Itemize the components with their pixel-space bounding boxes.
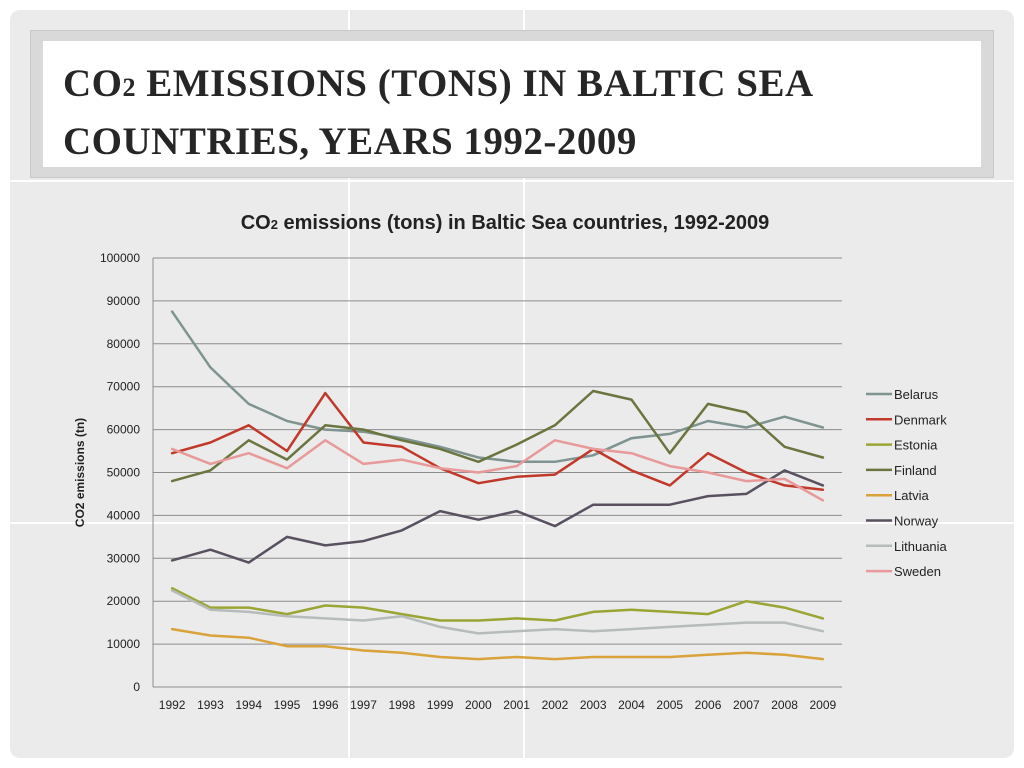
legend-label-norway: Norway — [894, 513, 939, 529]
legend-label-finland: Finland — [894, 462, 937, 478]
x-tick-label: 1996 — [311, 698, 339, 712]
x-tick-label: 2008 — [771, 698, 798, 712]
y-tick-label: 30000 — [106, 551, 140, 566]
x-tick-label: 2004 — [618, 698, 645, 712]
y-tick-label: 0 — [133, 680, 140, 694]
y-tick-label: 10000 — [106, 637, 140, 652]
y-tick-label: 100000 — [99, 251, 140, 265]
chart-title-post: emissions (tons) in Baltic Sea countries, 1992-2009 — [277, 212, 770, 234]
title-line1-subscript: 2 — [122, 73, 136, 102]
x-tick-label: 1992 — [158, 698, 186, 712]
legend-label-estonia: Estonia — [894, 437, 938, 453]
series-line-sweden — [172, 440, 823, 500]
legend-label-denmark: Denmark — [894, 412, 947, 428]
x-tick-label: 2005 — [656, 698, 684, 712]
y-tick-label: 80000 — [106, 336, 140, 351]
x-tick-label: 2002 — [541, 698, 569, 712]
x-tick-label: 2009 — [809, 698, 837, 712]
legend-label-lithuania: Lithuania — [894, 538, 947, 554]
chart-title-pre: CO — [240, 212, 271, 234]
x-tick-label: 1998 — [388, 698, 416, 712]
chart-title-subscript: 2 — [270, 217, 278, 232]
x-tick-label: 2003 — [579, 698, 607, 712]
legend-label-latvia: Latvia — [894, 488, 929, 504]
y-axis-label: CO2 emissions (tn) — [73, 417, 87, 528]
title-line1-post: EMISSIONS (TONS) IN BALTIC SEA — [136, 62, 814, 105]
y-tick-label: 40000 — [106, 508, 140, 523]
x-tick-label: 1999 — [426, 698, 454, 712]
title-line1-pre: CO — [63, 62, 123, 105]
x-tick-label: 1993 — [197, 698, 224, 712]
x-tick-label: 2001 — [503, 698, 530, 712]
x-tick-label: 1997 — [350, 698, 377, 712]
x-tick-label: 2006 — [694, 698, 722, 712]
x-tick-label: 2007 — [732, 698, 760, 712]
y-tick-label: 90000 — [106, 293, 140, 308]
series-line-norway — [172, 470, 823, 562]
series-line-finland — [172, 391, 823, 481]
x-tick-label: 1994 — [235, 698, 263, 712]
y-tick-label: 20000 — [106, 594, 140, 609]
y-tick-label: 70000 — [106, 379, 140, 394]
y-tick-label: 60000 — [106, 422, 140, 437]
x-tick-label: 2000 — [465, 698, 492, 712]
series-line-estonia — [172, 588, 823, 620]
legend-label-belarus: Belarus — [894, 387, 939, 402]
x-tick-label: 1995 — [273, 698, 301, 712]
y-tick-label: 50000 — [106, 465, 140, 480]
legend-label-sweden: Sweden — [894, 564, 941, 580]
title-line2: COUNTRIES, YEARS 1992-2009 — [63, 120, 637, 163]
